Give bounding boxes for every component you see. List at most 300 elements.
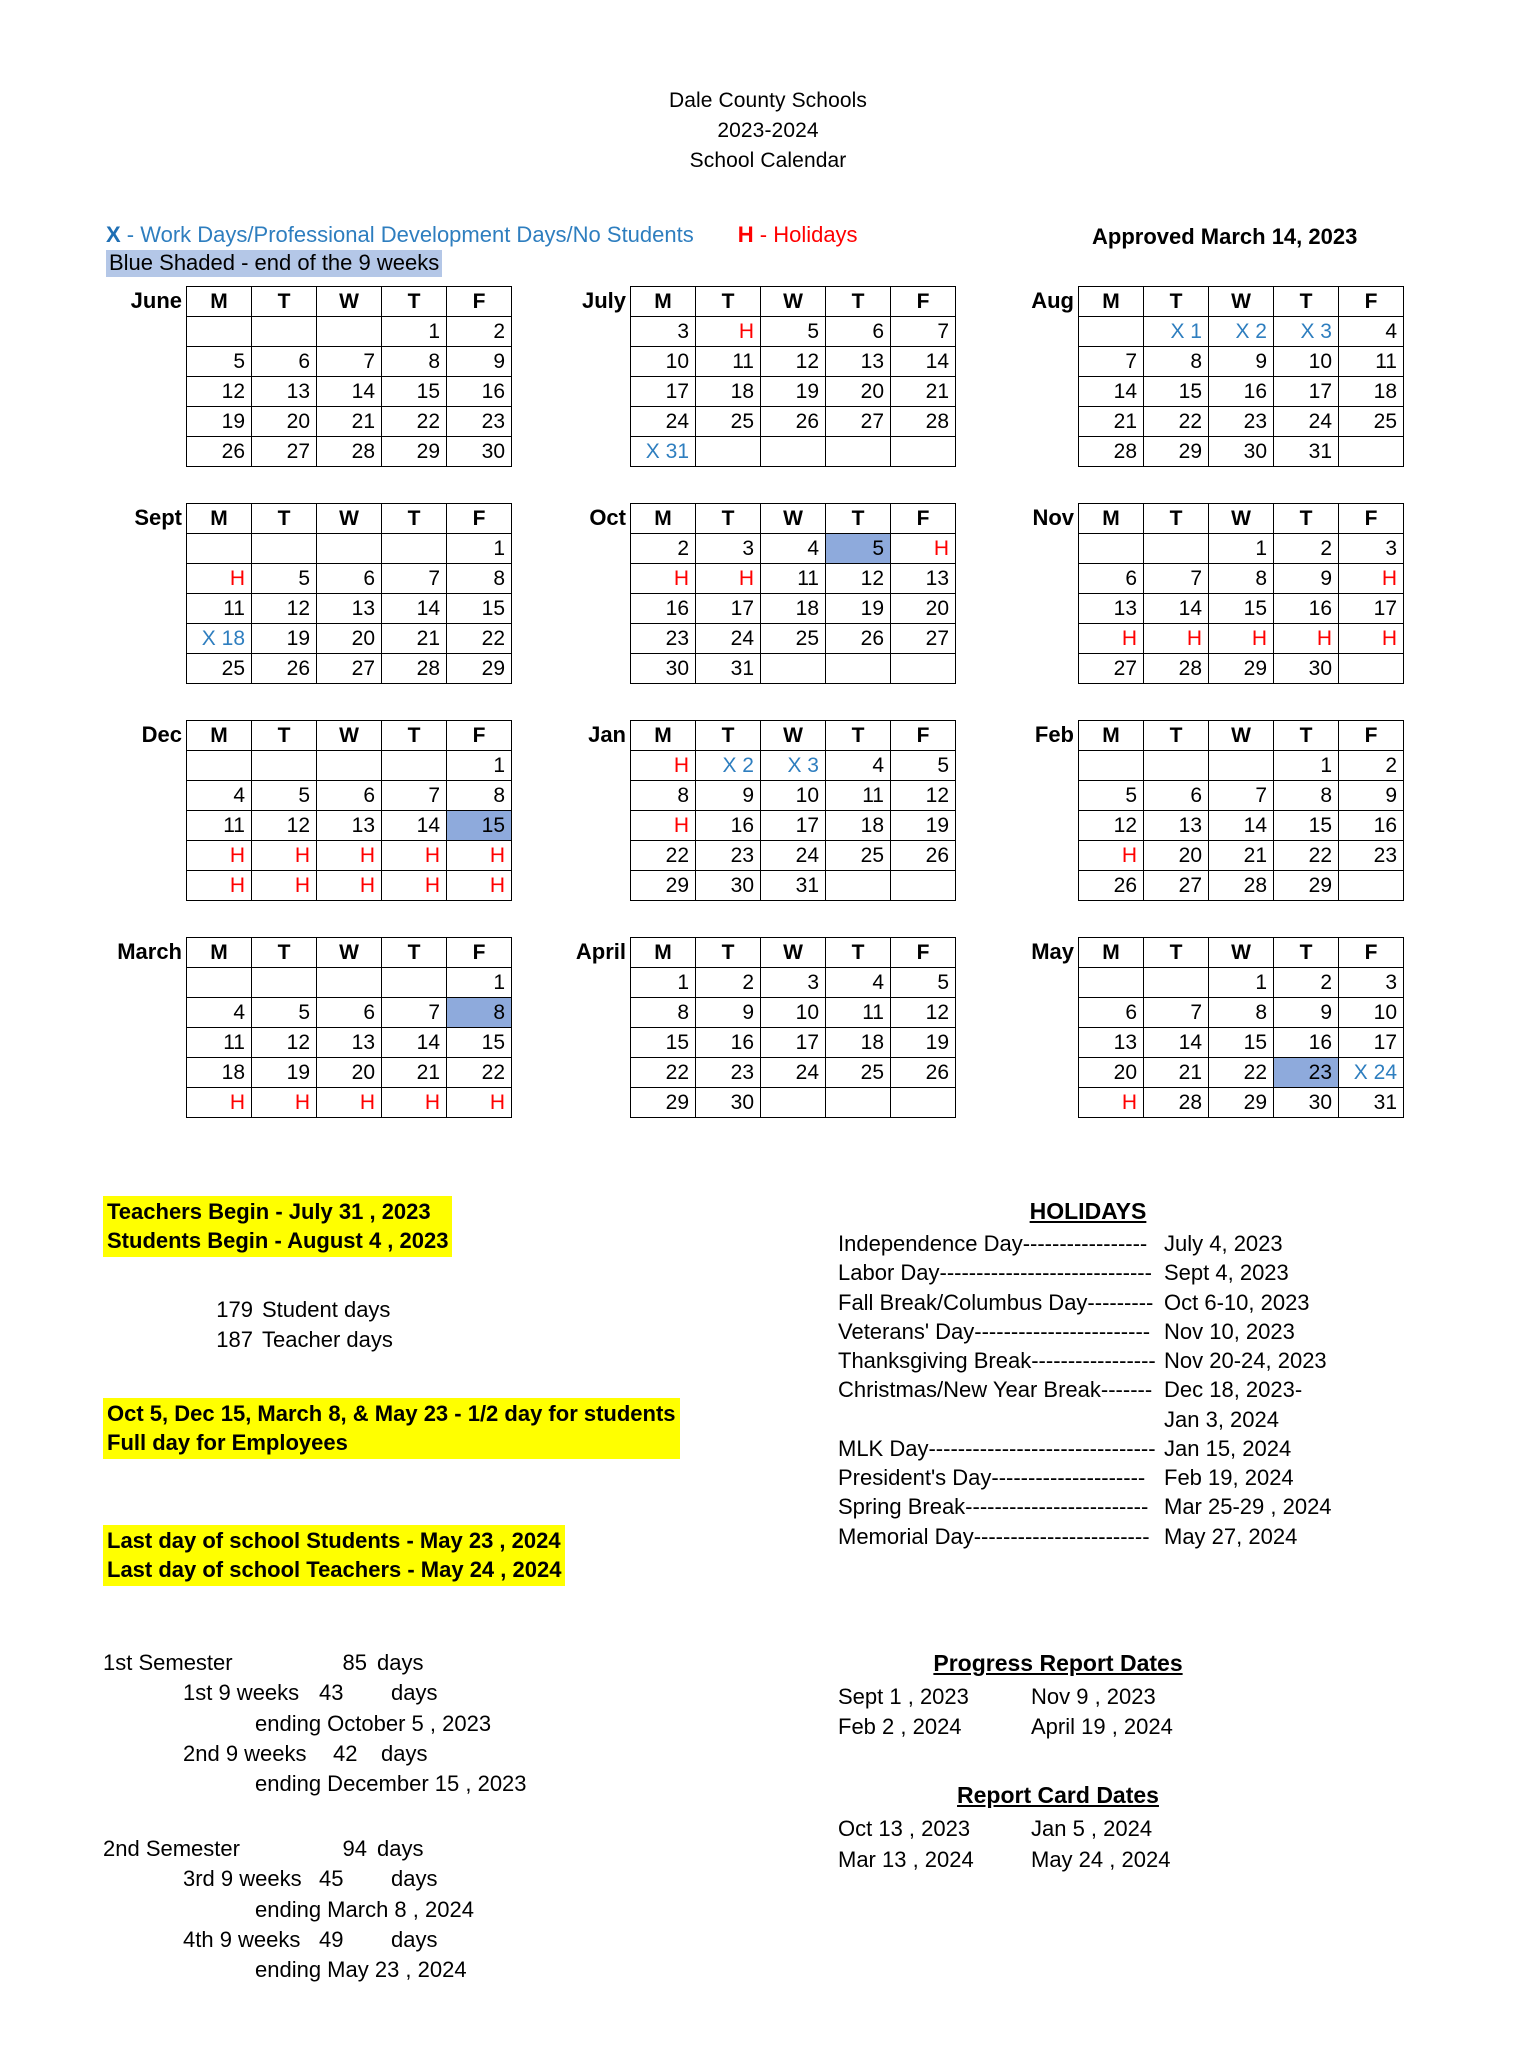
weekday-header: W bbox=[1209, 721, 1274, 751]
day-cell: H bbox=[447, 871, 512, 901]
notes-section bbox=[103, 1196, 803, 1586]
work-day-description: - Work Days/Professional Development Days/No Students bbox=[120, 222, 694, 247]
month-block-may bbox=[1014, 937, 1414, 1118]
week-row bbox=[187, 437, 512, 467]
month-name-label: May bbox=[1031, 939, 1074, 964]
day-cell: 18 bbox=[826, 811, 891, 841]
day-cell: 12 bbox=[826, 564, 891, 594]
report-card-list bbox=[838, 1814, 1398, 1875]
weekday-header: T bbox=[382, 721, 447, 751]
q1-unit: days bbox=[391, 1680, 438, 1706]
weekday-header: F bbox=[447, 938, 512, 968]
day-cell: H bbox=[1274, 624, 1339, 654]
weekday-header: W bbox=[1209, 938, 1274, 968]
day-cell: 18 bbox=[1339, 377, 1404, 407]
day-cell: 26 bbox=[826, 624, 891, 654]
week-row bbox=[187, 781, 512, 811]
month-table bbox=[1078, 937, 1404, 1118]
day-cell: 13 bbox=[1144, 811, 1209, 841]
day-cell: 15 bbox=[447, 811, 512, 841]
week-row bbox=[1079, 317, 1404, 347]
month-block-jan bbox=[554, 720, 1014, 901]
q2-label: 2nd 9 weeks bbox=[183, 1741, 307, 1767]
day-cell: H bbox=[317, 841, 382, 871]
weekday-header: M bbox=[187, 287, 252, 317]
day-cell: 16 bbox=[696, 811, 761, 841]
report-card-row bbox=[838, 1845, 1398, 1875]
q2-days: 42 bbox=[333, 1741, 358, 1767]
day-cell: 27 bbox=[1079, 654, 1144, 684]
day-cell: 14 bbox=[1144, 1028, 1209, 1058]
calendar-month-row bbox=[0, 720, 1536, 901]
week-row bbox=[631, 1088, 956, 1118]
weekday-header-row bbox=[187, 721, 512, 751]
weekday-header: M bbox=[187, 504, 252, 534]
day-cell: 15 bbox=[382, 377, 447, 407]
day-cell: 8 bbox=[447, 564, 512, 594]
day-cell: 21 bbox=[1144, 1058, 1209, 1088]
month-name-label: Oct bbox=[589, 505, 626, 530]
holiday-date: Oct 6-10, 2023 bbox=[1164, 1289, 1310, 1315]
day-cell: 7 bbox=[891, 317, 956, 347]
day-cell: 18 bbox=[187, 1058, 252, 1088]
report-dates-section bbox=[838, 1648, 1398, 1875]
day-cell: 26 bbox=[1079, 871, 1144, 901]
month-table bbox=[186, 720, 512, 901]
title-line-district: Dale County Schools bbox=[668, 89, 867, 112]
month-name-label: March bbox=[117, 939, 182, 964]
weekday-header: T bbox=[826, 287, 891, 317]
day-cell: 12 bbox=[891, 998, 956, 1028]
day-cell: X 31 bbox=[631, 437, 696, 467]
teachers-begin-note: Teachers Begin - July 31 , 2023 bbox=[107, 1199, 431, 1224]
day-cell: 29 bbox=[1209, 1088, 1274, 1118]
holidays-list bbox=[838, 1229, 1458, 1551]
day-cell: 7 bbox=[1209, 781, 1274, 811]
month-block-june bbox=[104, 286, 554, 467]
day-cell: 4 bbox=[826, 751, 891, 781]
holiday-name: Veterans' Day------------------------ bbox=[838, 1318, 1151, 1344]
day-cell: 6 bbox=[317, 998, 382, 1028]
half-day-note-line1: Oct 5, Dec 15, March 8, & May 23 - 1/2 day for students bbox=[107, 1401, 676, 1426]
weekday-header: T bbox=[696, 938, 761, 968]
weekday-header: T bbox=[252, 721, 317, 751]
week-row bbox=[1079, 594, 1404, 624]
week-row bbox=[187, 1028, 512, 1058]
day-cell-empty bbox=[382, 751, 447, 781]
weekday-header: T bbox=[826, 938, 891, 968]
day-cell-empty bbox=[1079, 534, 1144, 564]
progress-report-row bbox=[838, 1712, 1398, 1742]
day-cell-empty bbox=[317, 751, 382, 781]
weekday-header: T bbox=[1274, 504, 1339, 534]
weekday-header: T bbox=[696, 721, 761, 751]
day-cell: H bbox=[187, 871, 252, 901]
week-row bbox=[1079, 968, 1404, 998]
holiday-row bbox=[838, 1522, 1458, 1551]
weekday-header: W bbox=[1209, 504, 1274, 534]
month-name-label: Nov bbox=[1032, 505, 1074, 530]
holiday-row bbox=[838, 1375, 1458, 1404]
day-cell-empty bbox=[1144, 534, 1209, 564]
day-cell: 21 bbox=[317, 407, 382, 437]
day-cell: 11 bbox=[826, 781, 891, 811]
day-cell: H bbox=[317, 871, 382, 901]
day-cell: H bbox=[382, 871, 447, 901]
q3-label: 3rd 9 weeks bbox=[183, 1866, 302, 1892]
q4-row bbox=[103, 1925, 527, 1955]
day-cell: 22 bbox=[1144, 407, 1209, 437]
holiday-description: - Holidays bbox=[753, 222, 858, 247]
last-day-teachers-note: Last day of school Teachers - May 24 , 2024 bbox=[107, 1557, 562, 1583]
day-cell-empty bbox=[382, 968, 447, 998]
day-cell: 7 bbox=[1144, 564, 1209, 594]
weekday-header: M bbox=[1079, 287, 1144, 317]
day-cell: 9 bbox=[1339, 781, 1404, 811]
day-cell-empty bbox=[1079, 751, 1144, 781]
day-cell-empty bbox=[1209, 751, 1274, 781]
week-row bbox=[187, 751, 512, 781]
week-row bbox=[631, 407, 956, 437]
second-semester-row bbox=[103, 1834, 527, 1864]
holiday-name: Labor Day----------------------------- bbox=[838, 1260, 1152, 1286]
day-cell: 8 bbox=[447, 781, 512, 811]
month-block-dec bbox=[104, 720, 554, 901]
week-row bbox=[631, 317, 956, 347]
day-cell: 9 bbox=[696, 998, 761, 1028]
week-row bbox=[1079, 564, 1404, 594]
day-cell: 10 bbox=[761, 781, 826, 811]
day-cell: 14 bbox=[382, 811, 447, 841]
day-cell: 30 bbox=[1209, 437, 1274, 467]
day-cell: 17 bbox=[696, 594, 761, 624]
day-cell: H bbox=[252, 1088, 317, 1118]
day-cell: 12 bbox=[252, 811, 317, 841]
day-counts bbox=[207, 1295, 803, 1354]
month-table bbox=[630, 937, 956, 1118]
day-cell: 27 bbox=[826, 407, 891, 437]
q3-unit: days bbox=[391, 1866, 438, 1892]
holiday-date: Sept 4, 2023 bbox=[1164, 1260, 1289, 1286]
day-cell: H bbox=[696, 317, 761, 347]
day-cell: 10 bbox=[761, 998, 826, 1028]
weekday-header-row bbox=[1079, 938, 1404, 968]
day-cell-empty bbox=[826, 654, 891, 684]
half-day-note-line2: Full day for Employees bbox=[107, 1430, 348, 1456]
day-cell: 1 bbox=[447, 534, 512, 564]
day-cell: 11 bbox=[696, 347, 761, 377]
weekday-header: T bbox=[696, 504, 761, 534]
month-name-label: Jan bbox=[588, 722, 626, 747]
month-table bbox=[1078, 503, 1404, 684]
weekday-header-row bbox=[631, 504, 956, 534]
progress-report-date: Sept 1 , 2023 bbox=[838, 1683, 969, 1709]
q1-ending: ending October 5 , 2023 bbox=[255, 1710, 492, 1736]
day-cell: 11 bbox=[187, 594, 252, 624]
week-row bbox=[631, 841, 956, 871]
day-cell: H bbox=[382, 1088, 447, 1118]
day-cell: 19 bbox=[761, 377, 826, 407]
day-cell: 20 bbox=[1079, 1058, 1144, 1088]
month-block-april bbox=[554, 937, 1014, 1118]
day-cell: 24 bbox=[1274, 407, 1339, 437]
holiday-name: Memorial Day------------------------ bbox=[838, 1523, 1150, 1549]
week-row bbox=[187, 1058, 512, 1088]
day-cell: 10 bbox=[631, 347, 696, 377]
day-cell: H bbox=[631, 564, 696, 594]
day-cell: 23 bbox=[447, 407, 512, 437]
day-cell: 11 bbox=[187, 1028, 252, 1058]
day-cell-empty bbox=[187, 751, 252, 781]
week-row bbox=[631, 534, 956, 564]
progress-report-row bbox=[838, 1682, 1398, 1712]
day-cell: 23 bbox=[1339, 841, 1404, 871]
semester-spacer bbox=[103, 1800, 527, 1834]
day-cell: 14 bbox=[1209, 811, 1274, 841]
day-cell: 29 bbox=[1144, 437, 1209, 467]
weekday-header: W bbox=[761, 938, 826, 968]
day-cell: 4 bbox=[187, 998, 252, 1028]
day-cell: 27 bbox=[317, 654, 382, 684]
holiday-date: Jan 15, 2024 bbox=[1164, 1435, 1292, 1461]
legend-line-symbols bbox=[106, 222, 858, 248]
day-cell: 16 bbox=[1274, 594, 1339, 624]
first-semester-label: 1st Semester bbox=[103, 1650, 233, 1675]
calendar-month-row bbox=[0, 937, 1536, 1118]
blue-shaded-description: Blue Shaded - end of the 9 weeks bbox=[106, 250, 442, 277]
day-cell: 17 bbox=[1339, 1028, 1404, 1058]
day-cell: 29 bbox=[631, 1088, 696, 1118]
weekday-header: T bbox=[1274, 287, 1339, 317]
day-cell: 15 bbox=[1144, 377, 1209, 407]
holiday-name: Fall Break/Columbus Day--------- bbox=[838, 1289, 1154, 1315]
day-cell-empty bbox=[252, 534, 317, 564]
day-cell: 1 bbox=[447, 751, 512, 781]
day-cell: 19 bbox=[826, 594, 891, 624]
weekday-header: T bbox=[1144, 504, 1209, 534]
day-cell: H bbox=[631, 751, 696, 781]
day-cell: 29 bbox=[447, 654, 512, 684]
weekday-header: M bbox=[631, 721, 696, 751]
day-cell: 21 bbox=[382, 1058, 447, 1088]
day-cell: 12 bbox=[761, 347, 826, 377]
weekday-header-row bbox=[1079, 721, 1404, 751]
weekday-header: T bbox=[1144, 938, 1209, 968]
holiday-name: Independence Day----------------- bbox=[838, 1231, 1148, 1256]
weekday-header: M bbox=[187, 721, 252, 751]
holiday-row bbox=[838, 1288, 1458, 1317]
day-cell: 14 bbox=[382, 594, 447, 624]
day-cell: 19 bbox=[891, 1028, 956, 1058]
day-cell: 25 bbox=[1339, 407, 1404, 437]
holiday-date: May 27, 2024 bbox=[1164, 1523, 1298, 1549]
second-semester-days: 94 bbox=[342, 1835, 367, 1861]
holiday-name: MLK Day------------------------------- bbox=[838, 1435, 1156, 1461]
week-row bbox=[631, 781, 956, 811]
day-cell: 8 bbox=[1274, 781, 1339, 811]
week-row bbox=[187, 624, 512, 654]
day-cell: 1 bbox=[1209, 968, 1274, 998]
day-cell: 12 bbox=[1079, 811, 1144, 841]
day-cell: 13 bbox=[252, 377, 317, 407]
day-cell-empty bbox=[761, 1088, 826, 1118]
half-day-highlight bbox=[103, 1398, 680, 1459]
weekday-header: T bbox=[1144, 721, 1209, 751]
title-line-subtitle: School Calendar bbox=[689, 148, 847, 172]
month-name-label: Feb bbox=[1034, 722, 1074, 747]
month-name-label: June bbox=[130, 288, 182, 313]
day-cell: H bbox=[252, 841, 317, 871]
week-row bbox=[631, 564, 956, 594]
day-cell: 23 bbox=[631, 624, 696, 654]
q2-ending: ending December 15 , 2023 bbox=[255, 1771, 527, 1797]
day-cell: 7 bbox=[382, 998, 447, 1028]
first-semester-days: 85 bbox=[342, 1650, 367, 1675]
report-card-date: Oct 13 , 2023 bbox=[838, 1816, 971, 1842]
calendar-month-row bbox=[0, 286, 1536, 467]
month-table bbox=[630, 286, 956, 467]
week-row bbox=[187, 317, 512, 347]
report-card-date: Jan 5 , 2024 bbox=[1031, 1816, 1153, 1842]
page-title bbox=[0, 0, 1536, 175]
day-cell: X 2 bbox=[1209, 317, 1274, 347]
day-cell: 20 bbox=[891, 594, 956, 624]
day-cell: 6 bbox=[317, 564, 382, 594]
day-cell: 27 bbox=[1144, 871, 1209, 901]
day-cell: 7 bbox=[382, 781, 447, 811]
day-cell: 14 bbox=[1079, 377, 1144, 407]
day-cell: 24 bbox=[696, 624, 761, 654]
week-row bbox=[187, 998, 512, 1028]
day-cell: 12 bbox=[187, 377, 252, 407]
weekday-header: M bbox=[1079, 504, 1144, 534]
day-cell: 4 bbox=[187, 781, 252, 811]
day-cell: 30 bbox=[631, 654, 696, 684]
day-cell: 20 bbox=[1144, 841, 1209, 871]
q1-row bbox=[103, 1678, 527, 1708]
day-cell: 31 bbox=[761, 871, 826, 901]
day-cell: 13 bbox=[826, 347, 891, 377]
day-cell: 27 bbox=[252, 437, 317, 467]
holiday-date: July 4, 2023 bbox=[1164, 1231, 1283, 1256]
week-row bbox=[1079, 437, 1404, 467]
day-cell: 5 bbox=[761, 317, 826, 347]
day-cell: 21 bbox=[891, 377, 956, 407]
day-cell: 23 bbox=[696, 1058, 761, 1088]
day-cell: 25 bbox=[826, 841, 891, 871]
month-name-label: Dec bbox=[141, 722, 182, 747]
day-cell: 21 bbox=[382, 624, 447, 654]
week-row bbox=[1079, 407, 1404, 437]
day-cell: H bbox=[317, 1088, 382, 1118]
day-cell: 16 bbox=[1274, 1028, 1339, 1058]
q1-days: 43 bbox=[319, 1680, 344, 1706]
day-cell: 13 bbox=[317, 1028, 382, 1058]
month-name-label: April bbox=[575, 939, 626, 964]
report-card-date: Mar 13 , 2024 bbox=[838, 1846, 974, 1872]
day-cell: 22 bbox=[1274, 841, 1339, 871]
month-name-label: July bbox=[581, 288, 626, 313]
report-card-row bbox=[838, 1814, 1398, 1844]
day-cell: 14 bbox=[317, 377, 382, 407]
report-card-title: Report Card Dates bbox=[957, 1782, 1159, 1809]
day-cell: 5 bbox=[252, 564, 317, 594]
day-cell: H bbox=[382, 841, 447, 871]
work-day-symbol: X bbox=[106, 222, 121, 247]
weekday-header: F bbox=[1339, 287, 1404, 317]
day-cell: 1 bbox=[631, 968, 696, 998]
week-row bbox=[1079, 841, 1404, 871]
month-table bbox=[186, 286, 512, 467]
day-cell-empty bbox=[187, 317, 252, 347]
last-day-highlight bbox=[103, 1525, 565, 1586]
weekday-header: W bbox=[1209, 287, 1274, 317]
day-cell-empty bbox=[891, 437, 956, 467]
day-cell: 30 bbox=[696, 1088, 761, 1118]
day-cell: 31 bbox=[1339, 1088, 1404, 1118]
day-cell: X 24 bbox=[1339, 1058, 1404, 1088]
day-cell: 29 bbox=[1274, 871, 1339, 901]
day-cell: 6 bbox=[826, 317, 891, 347]
weekday-header: T bbox=[252, 287, 317, 317]
report-card-date: May 24 , 2024 bbox=[1031, 1846, 1171, 1872]
day-cell-empty bbox=[252, 317, 317, 347]
day-cell: 30 bbox=[1274, 654, 1339, 684]
last-day-students-note: Last day of school Students - May 23 , 2024 bbox=[107, 1528, 561, 1554]
day-cell: 26 bbox=[761, 407, 826, 437]
holiday-row bbox=[838, 1258, 1458, 1287]
month-table bbox=[1078, 720, 1404, 901]
title-line-year: 2023-2024 bbox=[717, 118, 819, 142]
day-cell: 6 bbox=[317, 781, 382, 811]
week-row bbox=[1079, 534, 1404, 564]
day-cell-empty bbox=[1079, 317, 1144, 347]
weekday-header-row bbox=[187, 504, 512, 534]
holiday-name: Thanksgiving Break----------------- bbox=[838, 1348, 1156, 1373]
day-cell: 17 bbox=[1274, 377, 1339, 407]
day-cell: 16 bbox=[696, 1028, 761, 1058]
student-days-row bbox=[207, 1295, 803, 1324]
q3-ending: ending March 8 , 2024 bbox=[255, 1896, 474, 1922]
day-cell: 9 bbox=[447, 347, 512, 377]
day-cell: 23 bbox=[1274, 1058, 1339, 1088]
progress-report-title: Progress Report Dates bbox=[933, 1650, 1183, 1676]
day-cell: 24 bbox=[631, 407, 696, 437]
day-cell-empty bbox=[252, 751, 317, 781]
weekday-header: M bbox=[1079, 721, 1144, 751]
q3-days: 45 bbox=[319, 1866, 344, 1892]
weekday-header: W bbox=[317, 721, 382, 751]
day-cell: 18 bbox=[696, 377, 761, 407]
day-cell-empty bbox=[252, 968, 317, 998]
day-cell: 30 bbox=[696, 871, 761, 901]
day-cell: 15 bbox=[1274, 811, 1339, 841]
weekday-header: M bbox=[631, 938, 696, 968]
day-cell: 2 bbox=[1274, 534, 1339, 564]
day-cell-empty bbox=[696, 437, 761, 467]
week-row bbox=[631, 624, 956, 654]
month-table bbox=[630, 720, 956, 901]
day-cell: 25 bbox=[761, 624, 826, 654]
day-cell: H bbox=[631, 811, 696, 841]
day-cell: H bbox=[252, 871, 317, 901]
approved-date: Approved March 14, 2023 bbox=[1092, 224, 1358, 249]
day-cell-empty bbox=[826, 871, 891, 901]
weekday-header: F bbox=[447, 287, 512, 317]
day-cell: H bbox=[1079, 624, 1144, 654]
holiday-row bbox=[838, 1346, 1458, 1375]
day-cell: 1 bbox=[1274, 751, 1339, 781]
